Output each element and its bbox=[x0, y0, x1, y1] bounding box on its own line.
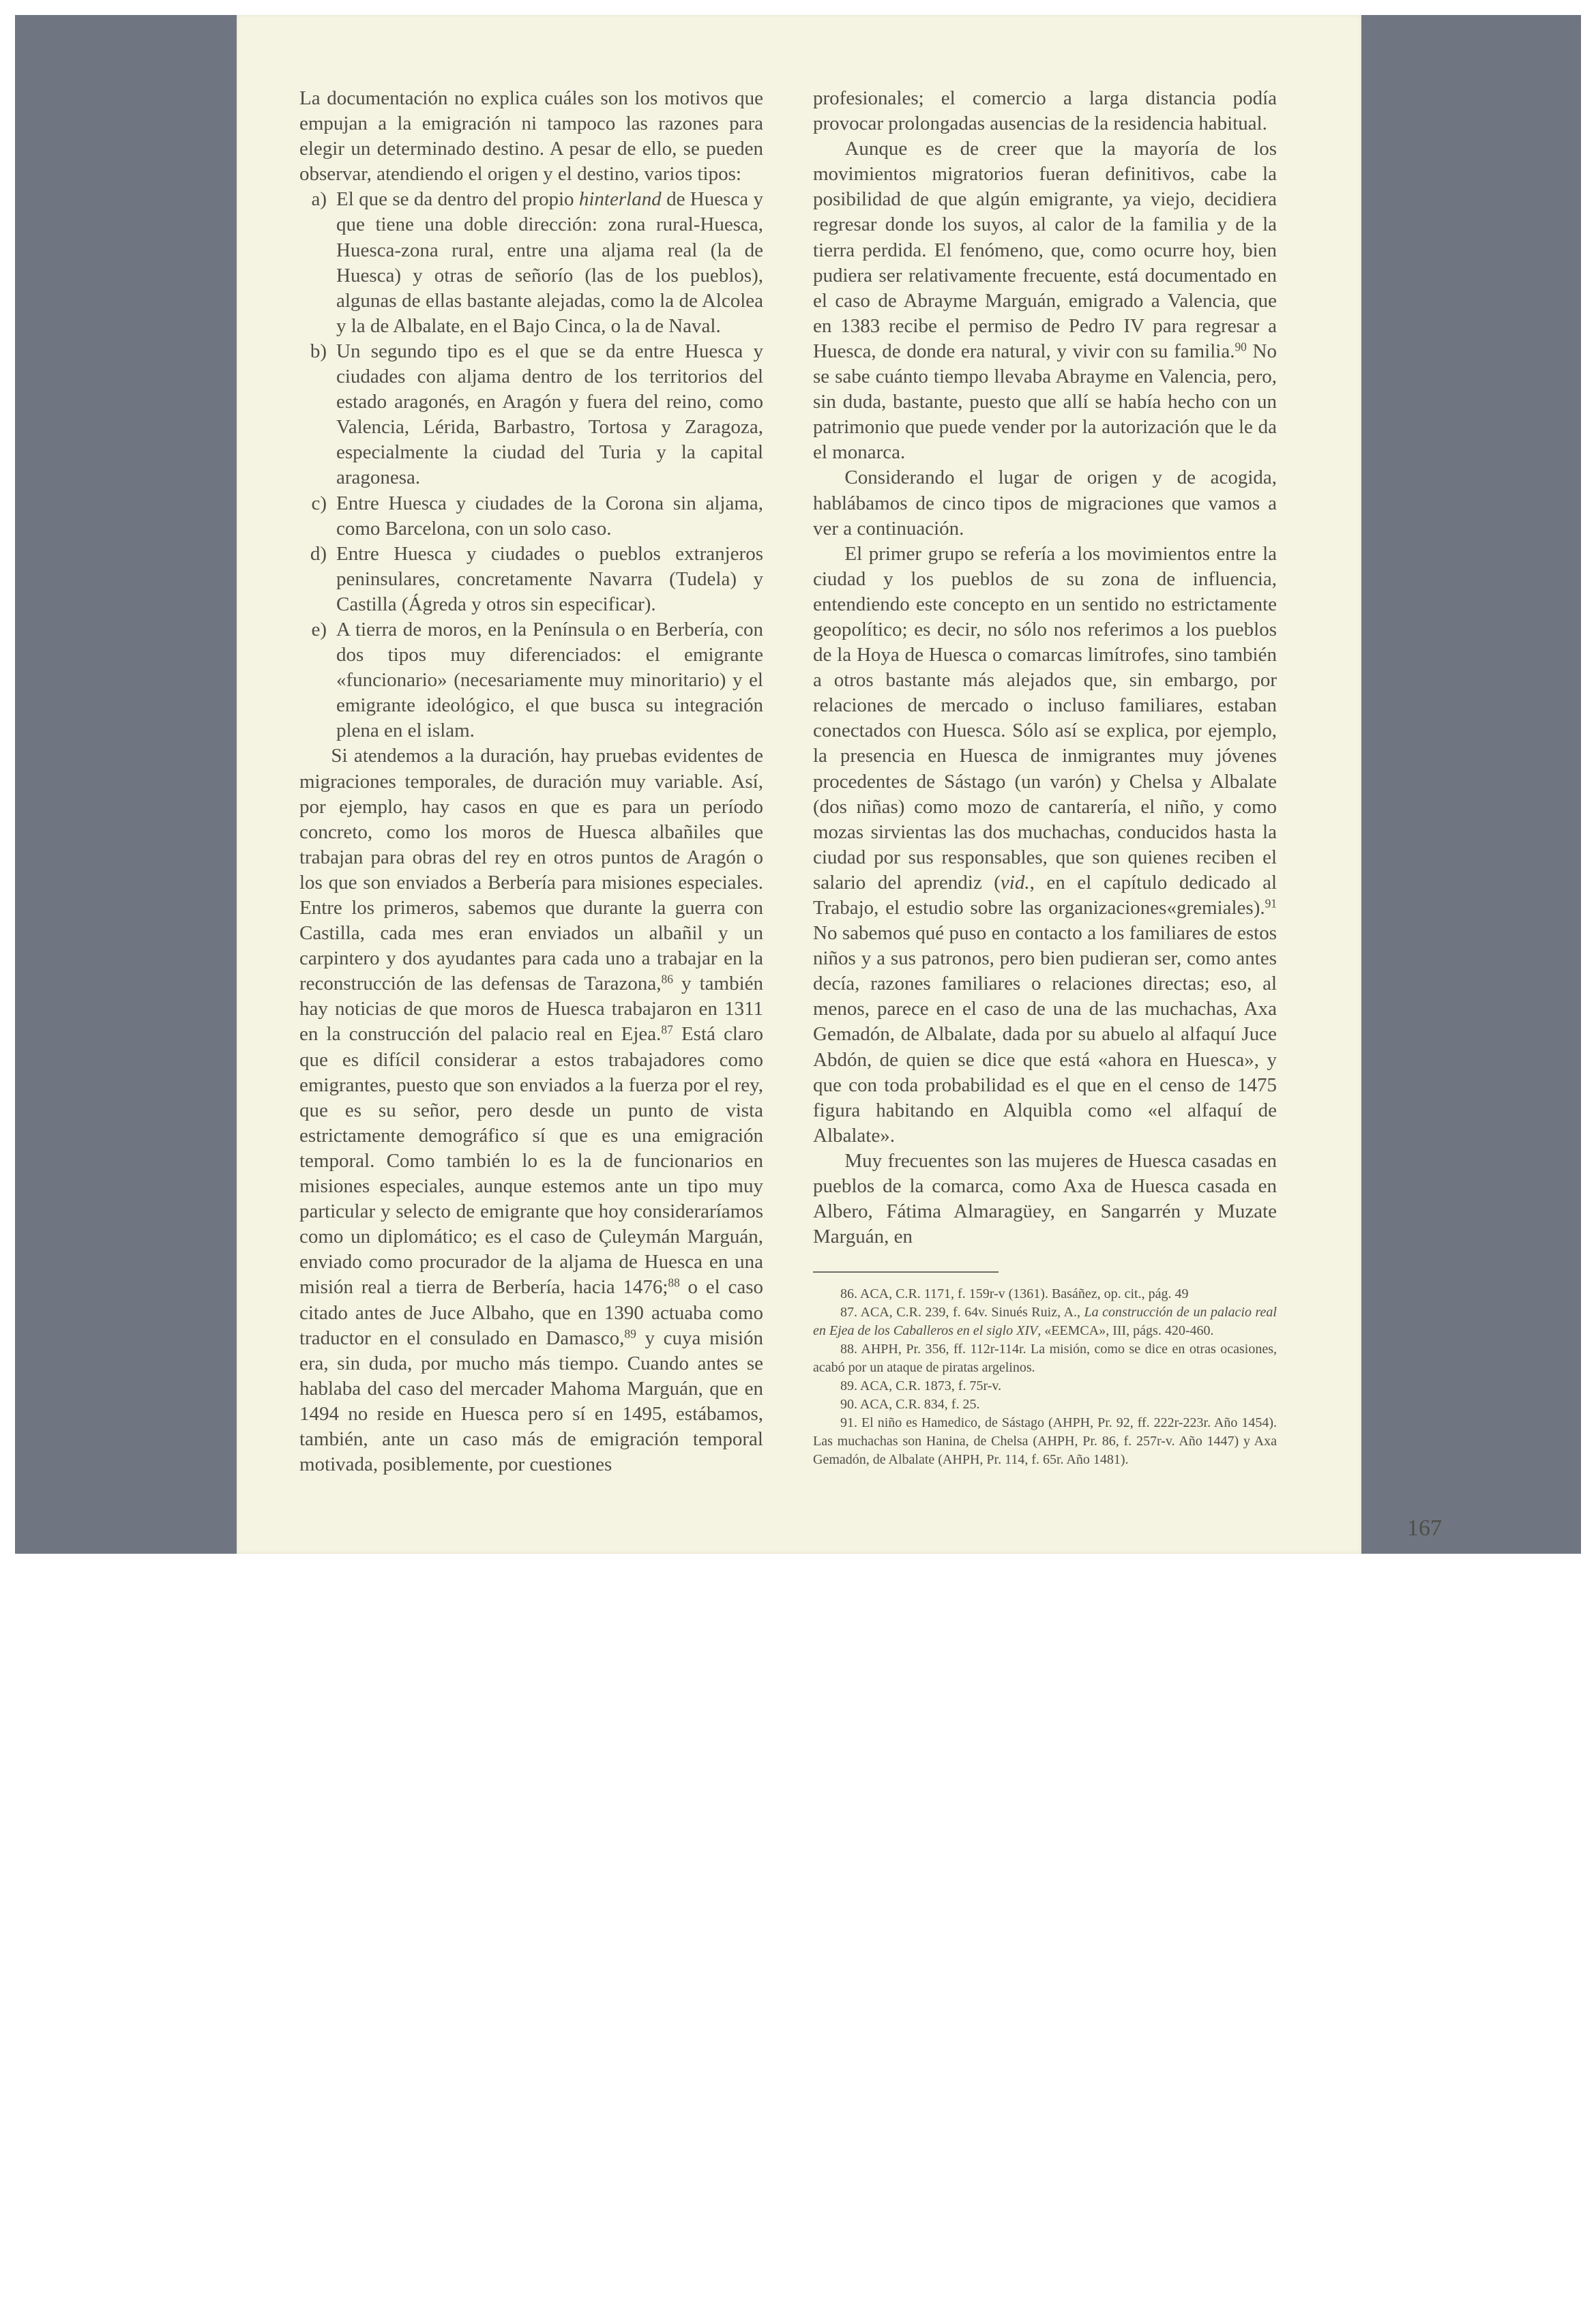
text-run: de Huesca y que tiene una doble dirección: zona rural-Huesca, Huesca-zona rural, entre una aljama real (la de Huesca) y otras de señorío (las de los pueblos), algunas de ellas bastante alejadas, como la de Alcolea y la de Albalate, en el Bajo Cinca, o la de Naval. bbox=[336, 188, 763, 337]
list-marker: a) bbox=[311, 188, 327, 211]
text-run: No sabemos qué puso en contacto a los familiares de estos niños y a sus patronos, pero bien pudieran ser, como antes decía, razones familiares o relaciones directas; eso, al menos, parece en el caso de una de las muchachas, Axa Gemadón, de Albalate, dada por su abuelo al alfaquí Juce Abdón, de quien se dice que está «ahora en Huesca», y que con toda probabilidad es el que en el censo de 1475 figura habitando en Alquibla como «el alfaquí de Albalate». bbox=[813, 922, 1277, 1147]
text-run: o el caso citado antes de Juce Albaho, que en 1390 actuaba como traductor en el consulado en Damasco, bbox=[299, 1276, 763, 1349]
list-marker: d) bbox=[310, 542, 327, 565]
list-item-text: Entre Huesca y ciudades de la Corona sin aljama, como Barcelona, con un solo caso. bbox=[336, 492, 763, 540]
list-marker: b) bbox=[310, 340, 327, 362]
list-marker: e) bbox=[311, 618, 327, 640]
paragraph bbox=[813, 542, 1277, 1149]
footnote: 86. ACA, C.R. 1171, f. 159r-v (1361). Basáñez, op. cit., pág. 49 bbox=[840, 1286, 1189, 1302]
text-run: El que se da dentro del propio bbox=[336, 188, 579, 211]
text-run: Aunque es de creer que la mayoría de los movimientos migratorios fueran definitivos, cabe la posibilidad de que algún emigrante, ya viejo, decidiera regresar donde los suyos, al calor de la familia y de la tierra perdida. El fenómeno, que, como ocurre hoy, bien pudiera ser relativamente frecuente, está documentado en el caso de Abrayme Marguán, emigrado a Valencia, que en 1383 recibe el permiso de Pedro IV para regresar a Huesca, de donde era natural, y vivir con su familia. bbox=[813, 138, 1277, 362]
list-item bbox=[299, 339, 763, 491]
italic-term: vid. bbox=[1000, 871, 1030, 893]
paragraph bbox=[299, 743, 763, 1477]
text-run: y cuya misión era, sin duda, por mucho más tiempo. Cuando antes se hablaba del caso del mercader Mahoma Marguán, que en 1494 no reside en Huesca pero sí en 1495, estábamos, también, ante un caso más de emigración temporal motivada, posiblemente, por cuestiones bbox=[299, 1327, 763, 1476]
text-run: El primer grupo se refería a los movimientos entre la ciudad y los pueblos de su zona de influencia, entendiendo este concepto en un sentido no estrictamente geopolítico; es decir, no sólo nos referimos a los pueblos de la Hoya de Huesca o comarcas limítrofes, sino también a otros bastante más alejados que, sin embargo, por relaciones de mercado o incluso familiares, estaban conectados con Huesca. Sólo así se explica, por ejemplo, la presencia en Huesca de inmigrantes muy jóvenes procedentes de Sástago (un varón) y Chelsa y Albalate (dos niñas) como mozo de cantarería, el niño, y como mozas sirvientas las dos muchachas, conducidos hasta la ciudad por sus responsables, que son quienes reciben el salario del aprendiz ( bbox=[813, 542, 1277, 893]
book-page bbox=[237, 15, 1442, 1554]
list-item bbox=[299, 617, 763, 743]
footnote: 90. ACA, C.R. 834, f. 25. bbox=[840, 1397, 980, 1413]
text-run: No se sabe cuánto tiempo llevaba Abrayme en Valencia, pero, sin duda, bastante, puesto que allí se había hecho con un patrimonio que puede vender por la autorización que le da el monarca. bbox=[813, 340, 1277, 464]
text-run: Si atendemos a la duración, hay pruebas evidentes de migraciones temporales, de duración muy variable. Así, por ejemplo, hay casos en que es para un período concreto, como los moros de Huesca albañiles que trabajan para obras del rey en otros puntos de Aragón o los que son enviados a Berbería para misiones especiales. Entre los primeros, sabemos que durante la guerra con Castilla, cada mes eran enviados un albañil y un carpintero y dos ayudantes para cada uno a trabajar en la reconstrucción de las defensas de Tarazona, bbox=[299, 745, 763, 995]
migration-types-list bbox=[299, 187, 763, 743]
left-column bbox=[299, 86, 763, 1477]
list-item bbox=[299, 187, 763, 339]
text-run: y también hay noticias de que moros de Huesca trabajaron en 1311 en la construcción del palacio real en Ejea. bbox=[299, 973, 763, 1046]
italic-term: hinterland bbox=[578, 188, 662, 211]
footnote-divider bbox=[813, 1271, 999, 1273]
text-run: Considerando el lugar de origen y de acogida, hablábamos de cinco tipos de migraciones que vamos a ver a continuación. bbox=[813, 467, 1277, 540]
paragraph-text: La documentación no explica cuáles son los motivos que empujan a la emigración ni tampoco las razones para elegir un determinado destino. A pesar de ello, se pueden observar, atendiendo el origen y el destino, varios tipos: bbox=[299, 87, 763, 186]
text-run: Está claro que es difícil considerar a estos trabajadores como emigrantes, puesto que son enviados a la fuerza por el rey, que es su señor, pero desde un punto de vista estrictamente demográfico sí que es una emigración temporal. Como también lo es la de funcionarios en misiones especiales, aunque estemos ante un tipo muy particular y selecto de emigrante que hoy consideraríamos como un diplomático; es el caso de Çuleymán Marguán, enviado como procurador de la aljama de Huesca en una misión real a tierra de Berbería, hacia 1476; bbox=[299, 1023, 763, 1299]
paragraph bbox=[299, 86, 763, 187]
paragraph bbox=[813, 136, 1277, 465]
footnote bbox=[813, 1303, 1277, 1340]
footnote-ref[interactable]: 89 bbox=[624, 1327, 636, 1341]
footnote-ref[interactable]: 86 bbox=[661, 972, 673, 986]
footnote-ref[interactable]: 87 bbox=[661, 1022, 673, 1037]
text-run: , en el capítulo dedicado al Trabajo, el estudio sobre las organizaciones«gremiales). bbox=[813, 871, 1277, 919]
footnote-ref[interactable]: 90 bbox=[1235, 340, 1247, 354]
paragraph bbox=[813, 1149, 1277, 1250]
footnote: 91. El niño es Hamedico, de Sástago (AHPH, Pr. 92, ff. 222r-223r. Año 1454). Las muchachas son Hanina, de Chelsa (AHPH, Pr. 86, f. 257r-v. Año 1447) y Axa Gemadón, de Albalate (AHPH, Pr. 114, f. 65r. Año 1481). bbox=[813, 1415, 1277, 1468]
text-run: , «EEMCA», III, págs. 420-460. bbox=[1037, 1323, 1214, 1339]
list-item bbox=[299, 542, 763, 617]
paragraph bbox=[813, 86, 1277, 136]
footnotes bbox=[813, 1285, 1277, 1469]
footnote-ref[interactable]: 91 bbox=[1265, 896, 1277, 911]
page-number: 167 bbox=[1407, 1516, 1442, 1541]
text-run: 87. ACA, C.R. 239, f. 64v. Sinués Ruiz, A., bbox=[840, 1305, 1084, 1320]
list-item-text bbox=[336, 187, 763, 339]
list-item-text: Entre Huesca y ciudades o pueblos extranjeros peninsulares, concretamente Navarra (Tudela) y Castilla (Ágreda y otros sin especificar). bbox=[336, 542, 763, 615]
footnote: 88. AHPH, Pr. 356, ff. 112r-114r. La misión, como se dice en otras ocasiones, acabó por un ataque de piratas argelinos. bbox=[813, 1342, 1277, 1376]
list-item-text: Un segundo tipo es el que se da entre Huesca y ciudades con aljama dentro de los territorios del estado aragonés, en Aragón y fuera del reino, como Valencia, Lérida, Barbastro, Tortosa y Zaragoza, especialmente la ciudad del Turia y la capital aragonesa. bbox=[336, 340, 763, 489]
italic-title: La construcción de un palacio real en Ejea de los Caballeros en el siglo XIV bbox=[813, 1305, 1277, 1339]
list-item-text: A tierra de moros, en la Península o en Berbería, con dos tipos muy diferenciados: el emigrante «funcionario» (necesariamente muy minoritario) y el emigrante ideológico, el que busca su integración plena en el islam. bbox=[336, 618, 763, 742]
text-run: Muy frecuentes son las mujeres de Huesca casadas en pueblos de la comarca, como Axa de Huesca casada en Albero, Fátima Almaragüey, en Sangarrén y Muzate Marguán, en bbox=[813, 1149, 1277, 1248]
list-item bbox=[299, 491, 763, 542]
footnote-ref[interactable]: 88 bbox=[668, 1275, 680, 1290]
footnote: 89. ACA, C.R. 1873, f. 75r-v. bbox=[840, 1378, 1002, 1394]
paragraph bbox=[813, 465, 1277, 541]
right-column bbox=[813, 86, 1277, 1469]
text-run: profesionales; el comercio a larga distancia podía provocar prolongadas ausencias de la residencia habitual. bbox=[813, 87, 1277, 135]
list-marker: c) bbox=[311, 492, 327, 514]
